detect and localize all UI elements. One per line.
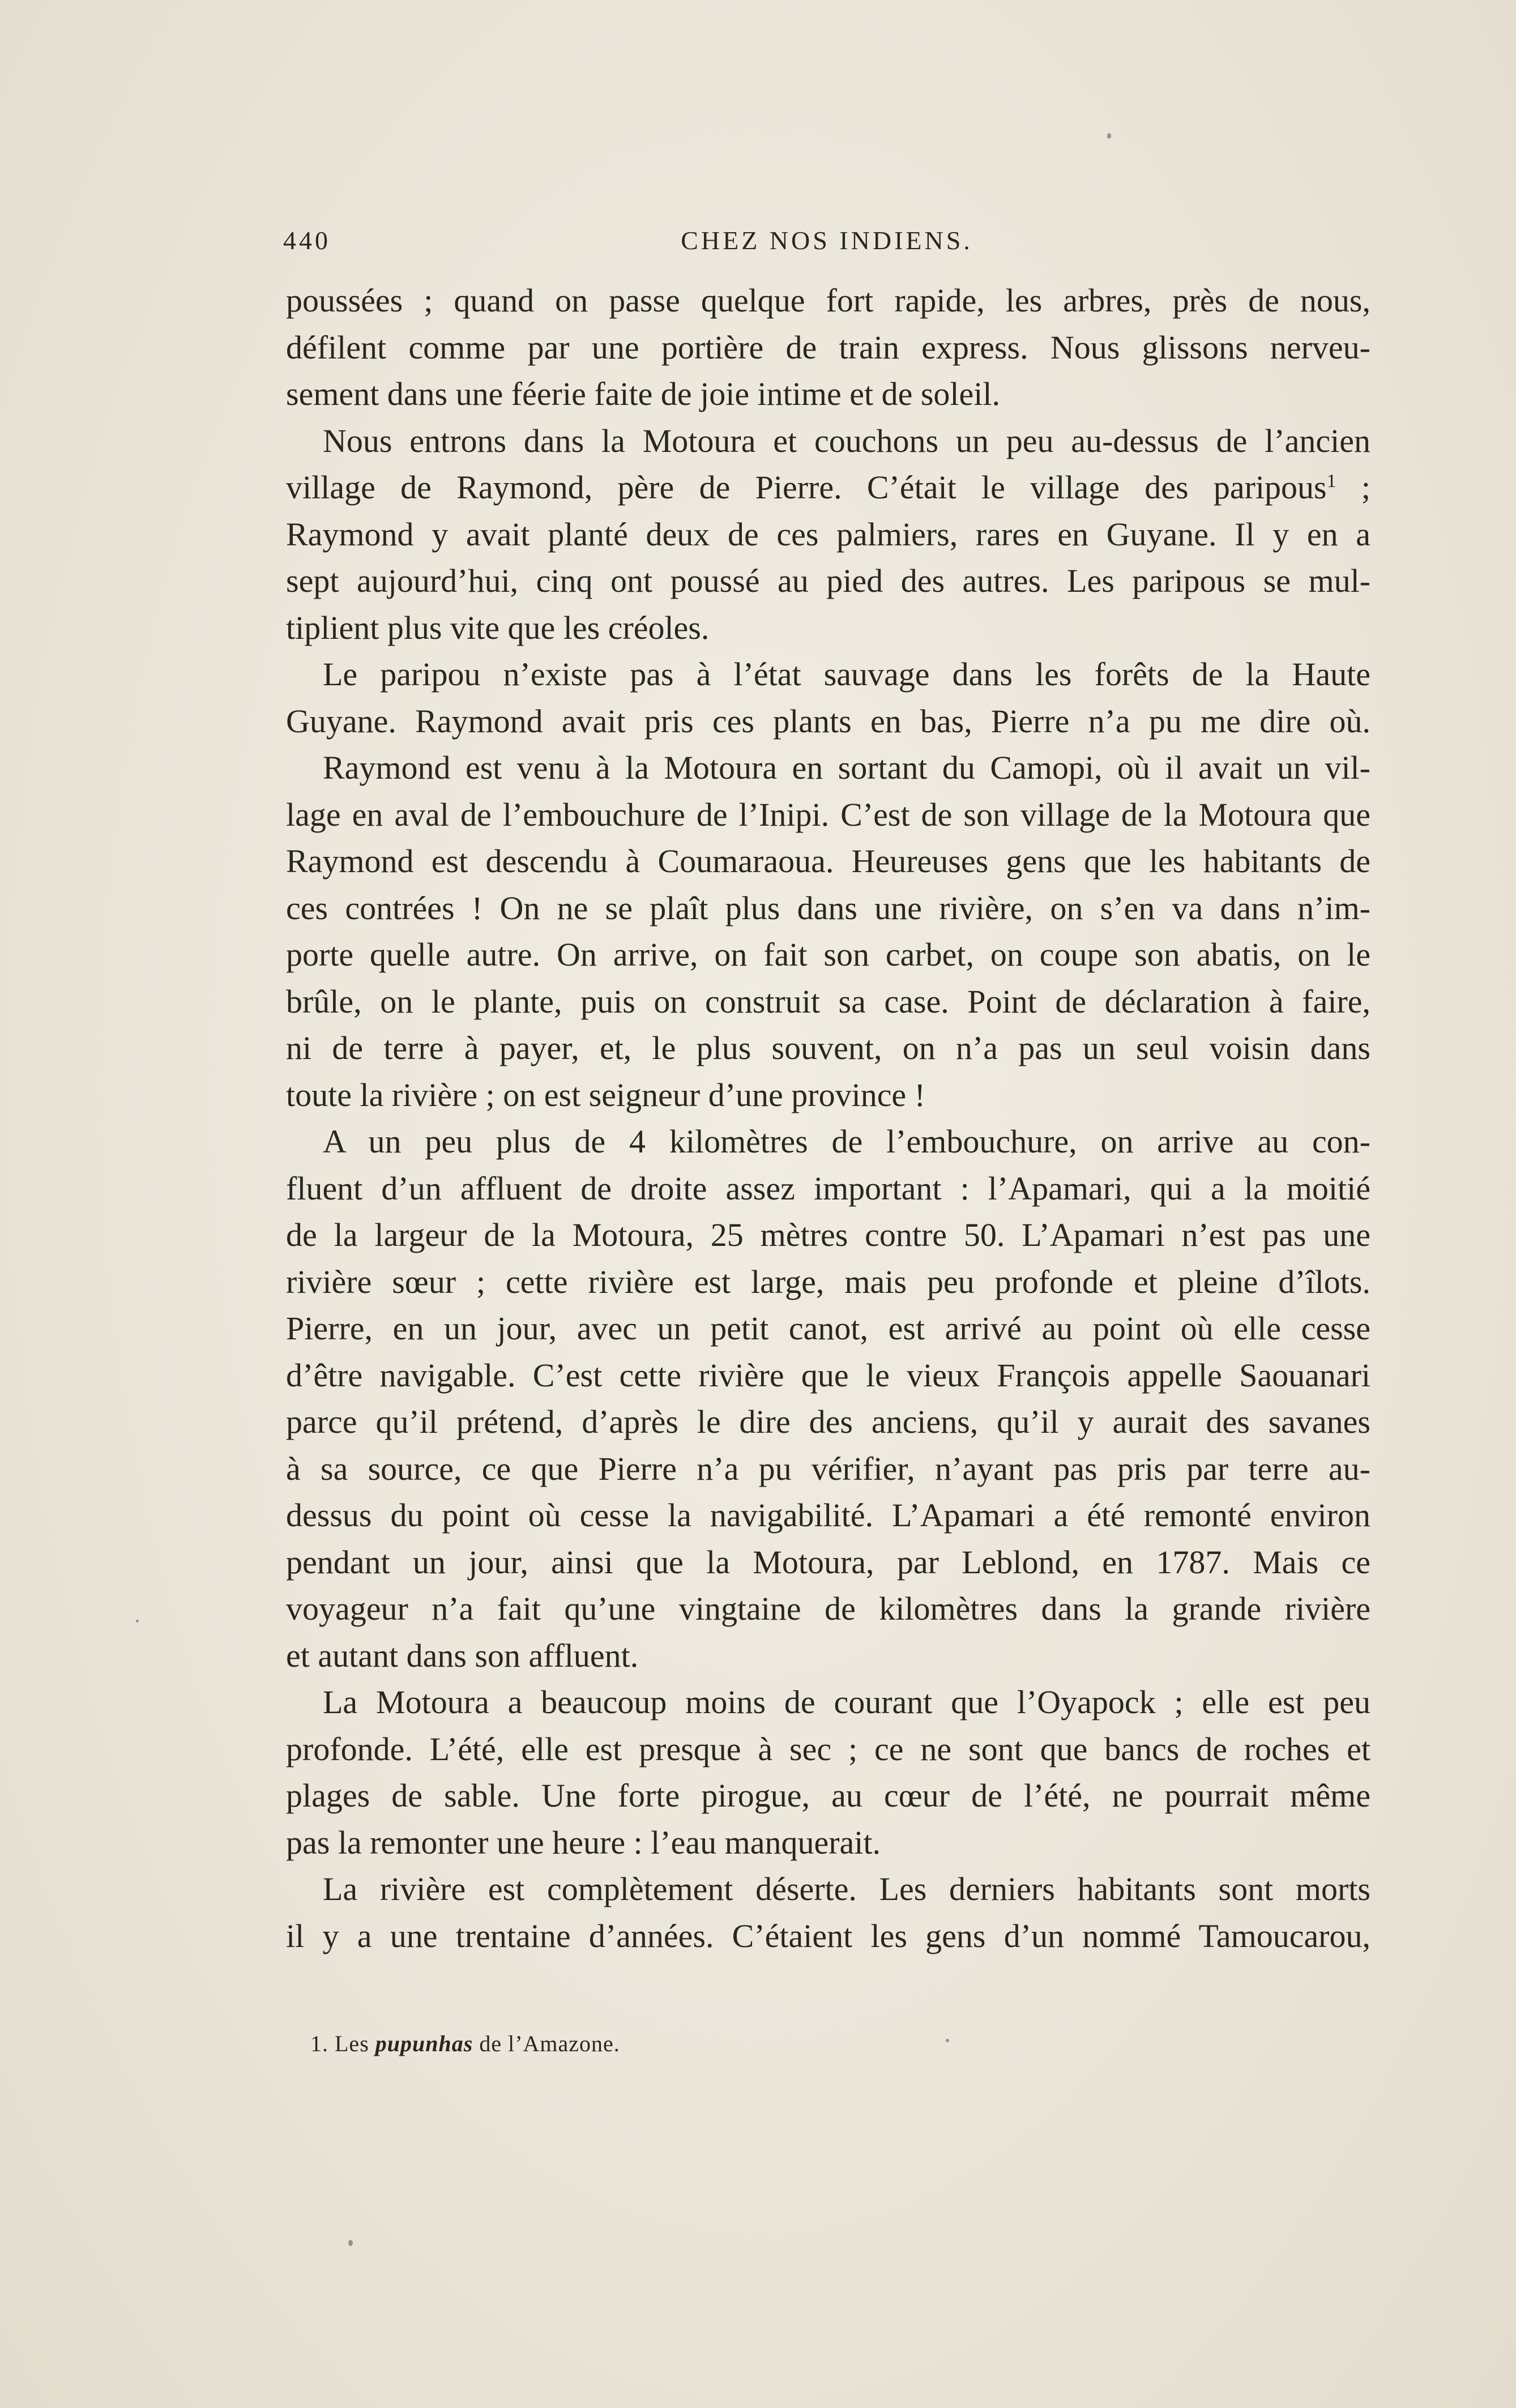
text-line: ces contrées ! On ne se plaît plus dans une rivière, on s’en va dans n’im- <box>286 889 1370 927</box>
text-line: de la largeur de la Motoura, 25 mètres contre 50. L’Apamari n’est pas une <box>286 1216 1370 1253</box>
text-line: ni de terre à payer, et, le plus souvent, on n’a pas un seul voisin dans <box>286 1030 1370 1066</box>
text-line: parce qu’il prétend, d’après le dire des anciens, qu’il y aurait des savanes <box>286 1403 1370 1440</box>
text-line: plages de sable. Une forte pirogue, au cœur de l’été, ne pourrait même <box>286 1777 1370 1814</box>
text-line: Raymond est venu à la Motoura en sortant du Camopi, où il avait un vil- <box>323 749 1370 786</box>
text-line: pas la remonter une heure : l’eau manquerait. <box>286 1824 881 1861</box>
footnote-ref: 1 <box>1326 471 1336 492</box>
text-line: Raymond est descendu à Coumaraoua. Heureuses gens que les habitants de <box>286 843 1370 879</box>
text-line: village de Raymond, père de Pierre. C’était le village des paripous$^1$ ; <box>286 469 1370 506</box>
text-line: profonde. L’été, elle est presque à sec ; ce ne sont que bancs de roches et <box>286 1730 1370 1767</box>
text-line: à sa source, ce que Pierre n’a pu vérifier, n’ayant pas pris par terre au- <box>286 1450 1370 1487</box>
footnote-number: 1. <box>310 2031 328 2056</box>
text-line: et autant dans son affluent. <box>286 1637 639 1674</box>
running-title: CHEZ NOS INDIENS. <box>681 226 973 255</box>
paper-speck <box>1107 133 1111 139</box>
text-line: dessus du point où cesse la navigabilité. L’Apamari a été remonté environ <box>286 1497 1370 1534</box>
page-number: 440 <box>283 226 331 255</box>
text-line: défilent comme par une portière de train express. Nous glissons nerveu- <box>286 328 1370 366</box>
text-line: rivière sœur ; cette rivière est large, mais peu profonde et pleine d’îlots. <box>286 1263 1370 1300</box>
paper-speck <box>946 2039 949 2042</box>
text-line: d’être navigable. C’est cette rivière que le vieux François appelle Saouanari <box>286 1356 1370 1394</box>
text-line: Pierre, en un jour, avec un petit canot, est arrivé au point où elle cesse <box>286 1310 1370 1347</box>
text-line: brûle, on le plante, puis on construit sa case. Point de déclaration à faire, <box>286 983 1370 1020</box>
text-line: sement dans une féerie faite de joie intime et de soleil. <box>286 375 1001 412</box>
paper-speck <box>348 2240 353 2246</box>
text-line: Le paripou n’existe pas à l’état sauvage dans les forêts de la Haute <box>323 656 1370 693</box>
text-line: Raymond y avait planté deux de ces palmiers, rares en Guyane. Il y en a <box>286 515 1370 553</box>
text-line: tiplient plus vite que les créoles. <box>286 609 710 646</box>
text-line: sept aujourd’hui, cinq ont poussé au pied des autres. Les paripous se mul- <box>286 562 1370 599</box>
footnote-italic-term: pupunhas <box>375 2031 473 2056</box>
text-line: La Motoura a beaucoup moins de courant que l’Oyapock ; elle est peu <box>323 1684 1370 1720</box>
text-line: fluent d’un affluent de droite assez important : l’Apamari, qui a la moitié <box>286 1169 1370 1207</box>
text-line: Nous entrons dans la Motoura et couchons un peu au-dessus de l’ancien <box>323 422 1370 459</box>
text-line: il y a une trentaine d’années. C’étaient les gens d’un nommé Tamoucarou, <box>286 1917 1370 1954</box>
text-line: poussées ; quand on passe quelque fort rapide, les arbres, près de nous, <box>286 282 1370 319</box>
text-line: voyageur n’a fait qu’une vingtaine de kilomètres dans la grande rivière <box>286 1590 1370 1627</box>
text-line: toute la rivière ; on est seigneur d’une province ! <box>286 1076 925 1113</box>
text-line: Guyane. Raymond avait pris ces plants en bas, Pierre n’a pu me dire où. <box>286 702 1370 740</box>
body-text <box>286 277 1370 1959</box>
text-line: A un peu plus de 4 kilomètres de l’embouchure, on arrive au con- <box>323 1123 1370 1160</box>
text-line: lage en aval de l’embouchure de l’Inipi. C’est de son village de la Motoura que <box>286 796 1370 833</box>
footnote-text-pre: Les <box>335 2031 369 2056</box>
text-line: pendant un jour, ainsi que la Motoura, par Leblond, en 1787. Mais ce <box>286 1543 1370 1581</box>
footnote-text-post: de l’Amazone. <box>479 2031 620 2056</box>
footnote <box>310 2030 620 2057</box>
running-head <box>283 225 1370 259</box>
text-line: porte quelle autre. On arrive, on fait son carbet, on coupe son abatis, on le <box>286 936 1370 973</box>
paper-speck <box>136 1620 139 1623</box>
text-line: La rivière est complètement déserte. Les derniers habitants sont morts <box>323 1871 1370 1907</box>
